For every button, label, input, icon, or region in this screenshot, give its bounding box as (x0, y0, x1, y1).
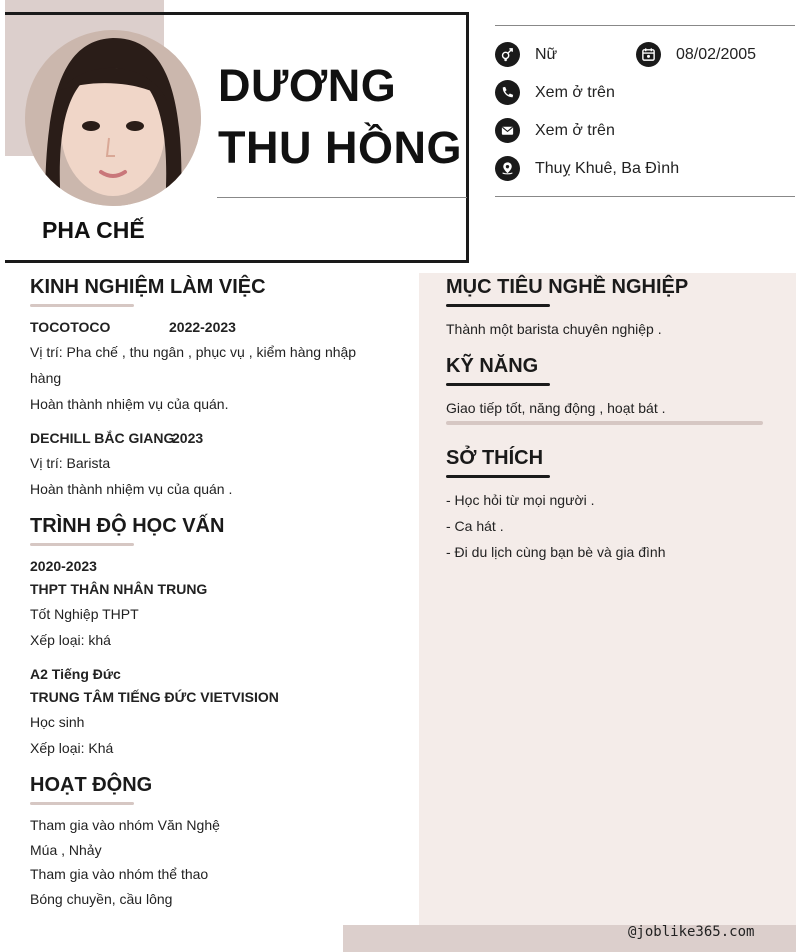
activity-line: Bóng chuyền, cầu lông (30, 891, 173, 907)
job-2-company: DECHILL BẮC GIANG (30, 430, 175, 446)
info-divider-top (495, 25, 795, 26)
objective-text: Thành một barista chuyên nghiệp . (446, 321, 662, 337)
job-1-company: TOCOTOCO (30, 319, 111, 335)
info-divider-bottom (495, 196, 795, 197)
edu-1-detail: Tốt Nghiệp THPT (30, 606, 139, 622)
info-address (495, 156, 679, 181)
dob-value: 08/02/2005 (676, 45, 757, 63)
job-1-period: 2022-2023 (169, 319, 236, 335)
skills-text: Giao tiếp tốt, năng động , hoạt bát . (446, 400, 666, 416)
edu-1-school: THPT THÂN NHÂN TRUNG (30, 581, 208, 597)
edu-2-heading: A2 Tiếng Đức (30, 666, 121, 682)
experience-title: KINH NGHIỆM LÀM VIỆC (30, 276, 266, 298)
info-dob (636, 42, 756, 67)
mail-icon (495, 118, 520, 143)
edu-1-heading: 2020-2023 (30, 558, 97, 574)
name-line-2: THU HỒNG (218, 122, 462, 173)
activity-line: Tham gia vào nhóm thể thao (30, 866, 209, 882)
objective-title: MỤC TIÊU NGHỀ NGHIỆP (446, 276, 689, 298)
activities-title: HOẠT ĐỘNG (30, 774, 153, 796)
edu-2-detail: Học sinh (30, 714, 85, 730)
job-2-period: 2023 (172, 430, 204, 446)
gender-icon (495, 42, 520, 67)
phone-icon (495, 80, 520, 105)
edu-2-school: TRUNG TÂM TIẾNG ĐỨC VIETVISION (30, 689, 279, 705)
job-1-role: Vị trí: Pha chế , thu ngân , phục vụ , kiểm hàng nhập hàng (30, 344, 357, 386)
skills-level-bar (446, 421, 763, 425)
info-phone (495, 80, 615, 105)
hobby-line: - Đi du lịch cùng bạn bè và gia đình (446, 544, 666, 560)
experience-underline (30, 304, 134, 307)
hobby-line: - Ca hát . (446, 518, 504, 534)
info-email (495, 118, 615, 143)
portrait-photo (25, 30, 201, 206)
skills-underline (446, 383, 550, 386)
education-title: TRÌNH ĐỘ HỌC VẤN (30, 515, 225, 537)
edu-1-grade: Xếp loại: khá (30, 632, 111, 648)
info-gender (495, 42, 557, 67)
activity-line: Múa , Nhảy (30, 842, 102, 858)
job-title: PHA CHẾ (42, 217, 145, 243)
hobbies-title: SỞ THÍCH (446, 447, 544, 469)
phone-value: Xem ở trên (535, 83, 615, 101)
hobbies-underline (446, 475, 550, 478)
address-value: Thuỵ Khuê, Ba Đình (535, 159, 680, 177)
avatar (25, 30, 201, 206)
job-2-role: Vị trí: Barista (30, 455, 111, 471)
education-underline (30, 543, 134, 546)
objective-underline (446, 304, 550, 307)
activity-line: Tham gia vào nhóm Văn Nghệ (30, 817, 220, 833)
calendar-icon (636, 42, 661, 67)
hobby-line: - Học hỏi từ mọi người . (446, 492, 595, 508)
watermark: @joblike365.com (628, 924, 755, 940)
edu-2-grade: Xếp loại: Khá (30, 740, 114, 756)
gender-value: Nữ (535, 45, 558, 63)
location-pin-icon (495, 156, 520, 181)
email-value: Xem ở trên (535, 121, 615, 139)
job-1-result: Hoàn thành nhiệm vụ của quán. (30, 396, 229, 412)
activities-underline (30, 802, 134, 805)
job-2-result: Hoàn thành nhiệm vụ của quán . (30, 481, 233, 497)
name-divider (217, 197, 467, 198)
name-line-1: DƯƠNG (218, 60, 397, 111)
skills-title: KỸ NĂNG (446, 355, 539, 377)
